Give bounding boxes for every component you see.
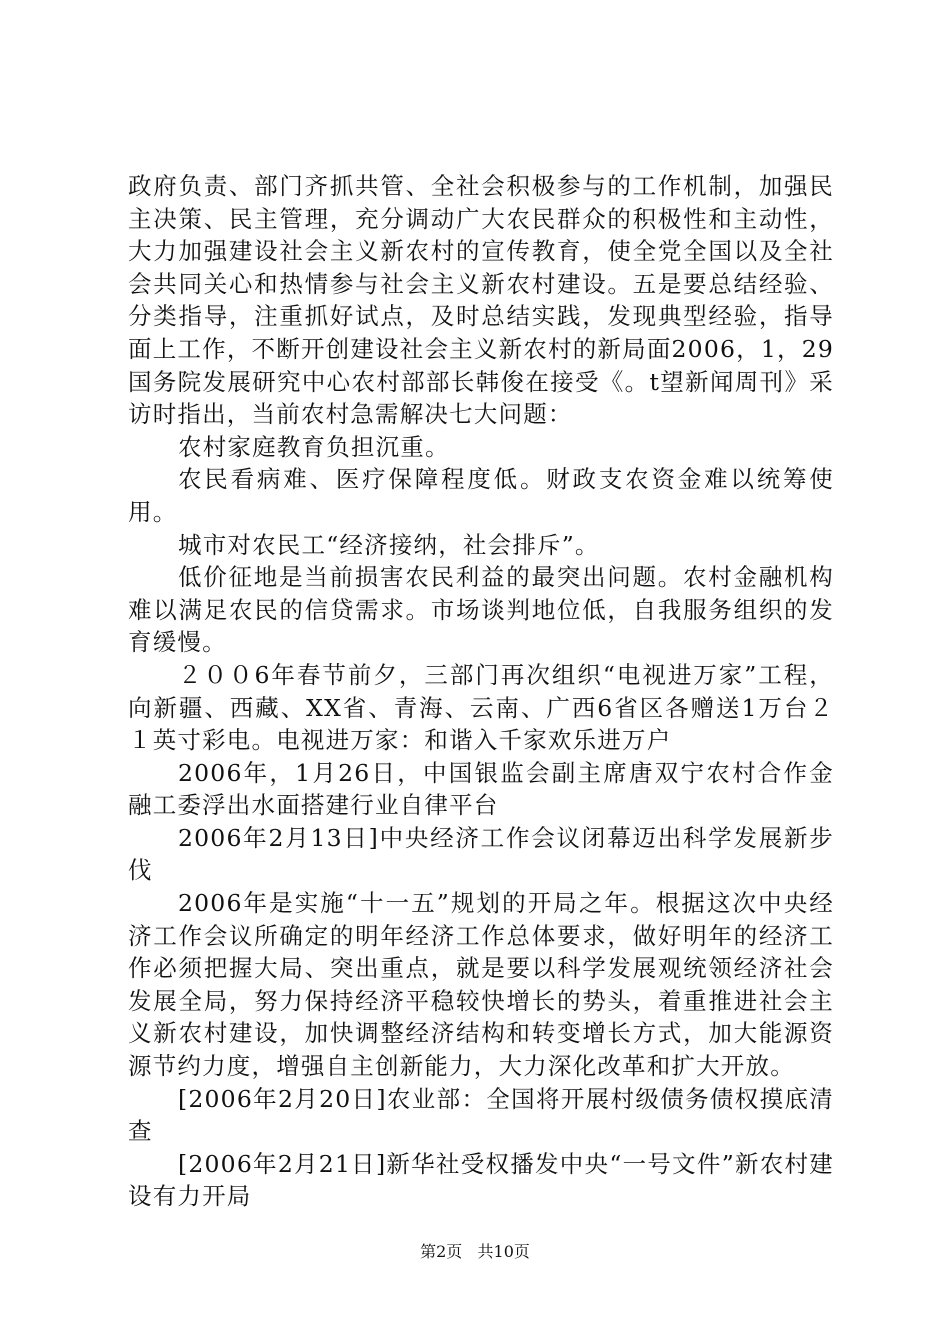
paragraph: [2006年2月21日]新华社受权播发中央“一号文件”新农村建设有力开局 — [128, 1149, 834, 1211]
paragraph: [2006年2月20日]农业部：全国将开展村级债务债权摸底清查 — [128, 1084, 834, 1146]
footer-spacer — [467, 1242, 472, 1261]
paragraph: 政府负责、部门齐抓共管、全社会积极参与的工作机制，加强民主决策、民主管理，充分调动广大农民群众的积极性和主动性，大力加强建设社会主义新农村的宣传教育，使全党全国以及全社会共同关心和热情参与社会主义新农村建设。五是要总结经验、分类指导，注重抓好试点，及时总结实践，发现典型经验，指导面上工作，不断开创建设社会主义新农村的新局面2006，1，29国务院发展研究中心农村部部长韩俊在接受《。t望新闻周刊》采访时指出，当前农村急需解决七大问题： — [128, 172, 834, 429]
page-total: 共10页 — [477, 1242, 530, 1261]
paragraph: 2006年是实施“十一五”规划的开局之年。根据这次中央经济工作会议所确定的明年经济工作总体要求，做好明年的经济工作必须把握大局、突出重点，就是要以科学发展观统领经济社会发展全局，努力保持经济平稳较快增长的势头，着重推进社会主义新农村建设，加快调整经济结构和转变增长方式，加大能源资源节约力度，增强自主创新能力，大力深化改革和扩大开放。 — [128, 889, 834, 1081]
page-footer — [0, 1242, 950, 1262]
paragraph: 2006年，1月26日，中国银监会副主席唐双宁农村合作金融工委浮出水面搭建行业自律平台 — [128, 758, 834, 820]
paragraph: ２００6年春节前夕，三部门再次组织“电视进万家”工程，向新疆、西藏、XX省、青海、云南、广西6省区各赠送1万台２１英寸彩电。电视进万家：和谐入千家欢乐进万户 — [128, 660, 834, 755]
paragraph: 农民看病难、医疗保障程度低。财政支农资金难以统筹使用。 — [128, 465, 834, 526]
paragraph: 低价征地是当前损害农民利益的最突出问题。农村金融机构难以满足农民的信贷需求。市场谈判地位低，自我服务组织的发育缓慢。 — [128, 563, 834, 657]
paragraph: 2006年2月13日]中央经济工作会议闭幕迈出科学发展新步伐 — [128, 823, 834, 885]
page-number: 第2页 — [420, 1242, 463, 1261]
document-body — [128, 170, 834, 1213]
paragraph: 农村家庭教育负担沉重。 — [178, 432, 450, 461]
paragraph: 城市对农民工“经济接纳，社会排斥”。 — [178, 530, 600, 559]
